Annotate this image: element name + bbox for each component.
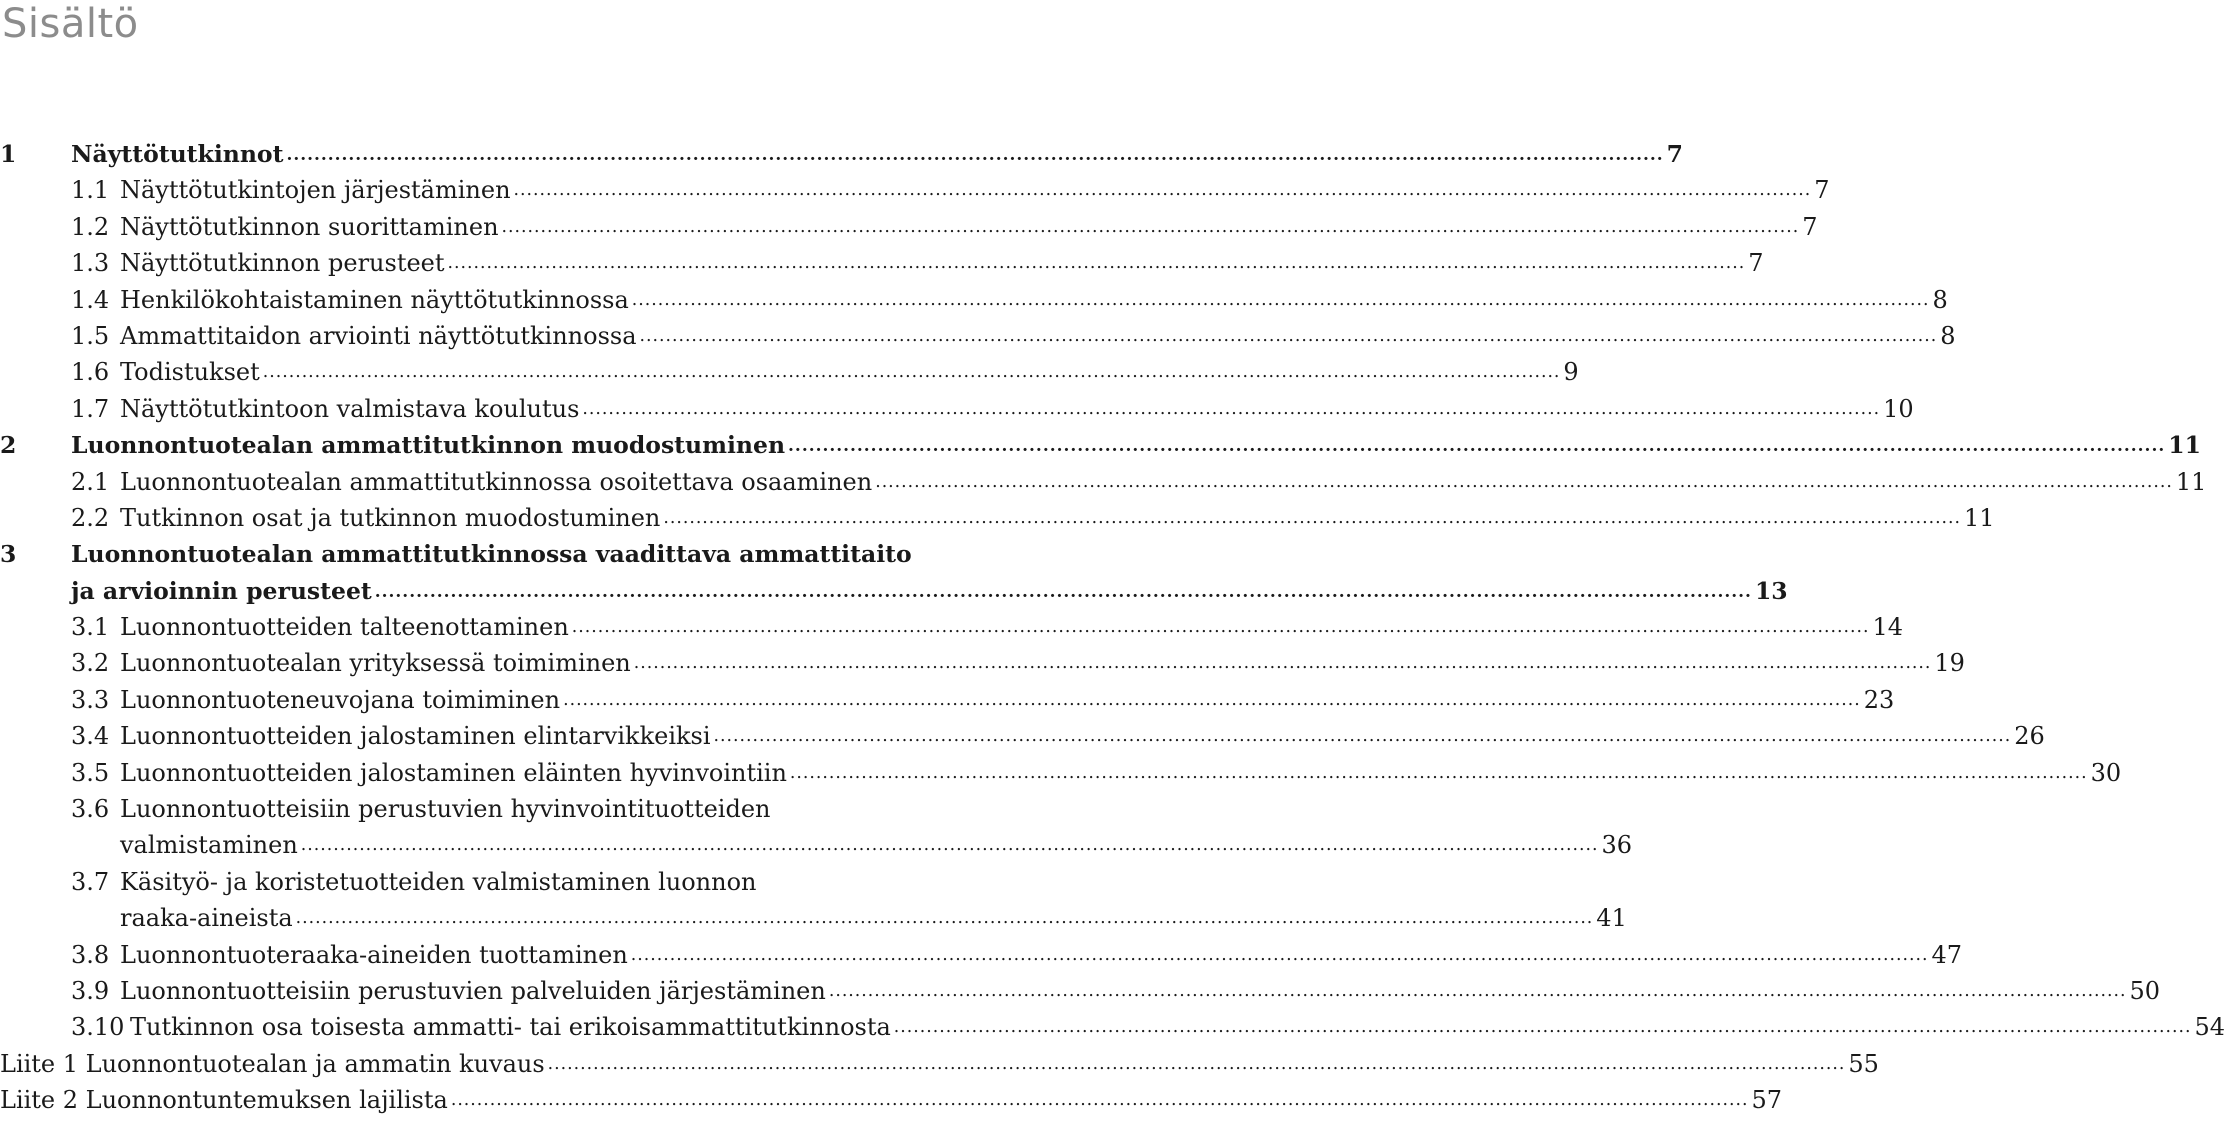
toc-entry[interactable] xyxy=(0,245,1764,281)
toc-entry-page: 9 xyxy=(1563,358,1579,387)
toc-entry-number: 3.5 xyxy=(71,758,110,787)
toc-entry-title: Luonnontuotealan yrityksessä toimiminen xyxy=(120,649,631,678)
toc-entry[interactable] xyxy=(0,973,2161,1009)
toc-entry-title: Luonnontuotteiden jalostaminen elintarvikkeiksi xyxy=(120,722,711,751)
dot-leader: ........................................................................................................................................................................................................ xyxy=(788,435,2166,456)
toc-entry-page: 26 xyxy=(2014,722,2045,751)
toc-entry[interactable] xyxy=(0,682,1895,718)
dot-leader: ........................................................................................................................................................................................................ xyxy=(450,1090,1749,1111)
toc-entry-title: Luonnontuoteneuvojana toimiminen xyxy=(120,685,561,714)
dot-leader: ........................................................................................................................................................................................................ xyxy=(447,253,1746,274)
toc-entry[interactable] xyxy=(0,536,960,572)
dot-leader: ........................................................................................................................................................................................................ xyxy=(663,507,1962,528)
toc-entry-title: Näyttötutkinnon perusteet xyxy=(120,249,445,278)
toc-entry-page: 10 xyxy=(1883,394,1914,423)
toc-entry-page: 11 xyxy=(1964,503,1995,532)
toc-entry-number: 1.4 xyxy=(71,285,110,314)
toc-entry[interactable] xyxy=(0,718,2045,754)
toc-entry[interactable] xyxy=(0,282,1948,318)
toc-entry-number: 1 xyxy=(0,140,17,168)
toc-entry-page: 41 xyxy=(1596,904,1627,933)
dot-leader: ........................................................................................................................................................................................................ xyxy=(713,726,2012,747)
toc-entry-number: 1.7 xyxy=(71,394,110,423)
toc-entry[interactable] xyxy=(0,354,1579,390)
toc-entry-number: 3.1 xyxy=(71,613,110,642)
toc-entry-title: Näyttötutkinnon suorittaminen xyxy=(120,212,499,241)
toc-entry-page: 47 xyxy=(1931,940,1962,969)
toc-entry[interactable] xyxy=(0,900,1627,936)
page-title: Sisältö xyxy=(2,1,139,47)
toc-entry-number: 1.3 xyxy=(71,249,110,278)
toc-entry[interactable] xyxy=(0,464,2207,500)
toc-entry-number: 3.6 xyxy=(71,795,110,824)
dot-leader: ........................................................................................................................................................................................................ xyxy=(630,944,1929,965)
toc-entry-page: 55 xyxy=(1848,1049,1879,1078)
toc-entry-title: Henkilökohtaistaminen näyttötutkinnossa xyxy=(120,285,629,314)
toc-entry-page: 14 xyxy=(1872,613,1903,642)
toc-entry[interactable] xyxy=(0,209,1818,245)
dot-leader: ........................................................................................................................................................................................................ xyxy=(295,908,1594,929)
toc-entry-page: 30 xyxy=(2090,758,2122,787)
toc-entry-page: 8 xyxy=(1940,321,1956,350)
table-of-contents xyxy=(0,136,2225,1119)
toc-entry-number: 1.1 xyxy=(71,176,110,205)
toc-entry-number: 3.4 xyxy=(71,722,110,751)
toc-entry-page: 11 xyxy=(2175,467,2207,496)
toc-entry[interactable] xyxy=(0,391,1914,427)
toc-entry-title: raaka-aineista xyxy=(120,904,293,933)
toc-entry-number: 3.3 xyxy=(71,685,110,714)
dot-leader: ........................................................................................................................................................................................................ xyxy=(501,216,1800,237)
toc-entry[interactable] xyxy=(0,136,1683,172)
toc-entry[interactable] xyxy=(0,1009,2225,1045)
dot-leader: ........................................................................................................................................................................................................ xyxy=(633,653,1932,674)
dot-leader: ........................................................................................................................................................................................................ xyxy=(893,1017,2192,1038)
toc-entry[interactable] xyxy=(0,1082,1783,1118)
toc-entry[interactable] xyxy=(0,500,1995,536)
toc-entry-number: 2.2 xyxy=(71,503,110,532)
dot-leader: ........................................................................................................................................................................................................ xyxy=(513,180,1812,201)
dot-leader: ........................................................................................................................................................................................................ xyxy=(789,762,2088,783)
toc-entry-title: Näyttötutkinnot xyxy=(71,140,284,168)
toc-entry-number: 3.2 xyxy=(71,649,110,678)
toc-entry-page: 19 xyxy=(1934,649,1965,678)
toc-entry[interactable] xyxy=(0,791,960,827)
toc-entry[interactable] xyxy=(0,609,1903,645)
toc-entry-page: 7 xyxy=(1748,249,1764,278)
dot-leader: ........................................................................................................................................................................................................ xyxy=(262,362,1561,383)
toc-entry-page: 50 xyxy=(2129,976,2161,1005)
toc-entry-title: Luonnontuoteraaka-aineiden tuottaminen xyxy=(120,940,628,969)
toc-entry-title: Tutkinnon osa toisesta ammatti- tai erikoisammattitutkinnosta xyxy=(130,1013,891,1042)
dot-leader: ........................................................................................................................................................................................................ xyxy=(631,289,1930,310)
toc-entry-number: 2 xyxy=(0,431,17,460)
toc-entry-title: Luonnontuotteiden talteenottaminen xyxy=(120,613,569,642)
toc-entry[interactable] xyxy=(0,1046,1879,1082)
toc-entry[interactable] xyxy=(0,645,1965,681)
dot-leader: ........................................................................................................................................................................................................ xyxy=(286,144,1664,164)
toc-entry-title: Luonnontuotealan ammattitutkinnossa vaadittava ammattitaito xyxy=(71,540,912,569)
toc-entry-number: 3.10 xyxy=(71,1013,125,1042)
toc-entry-number: 2.1 xyxy=(71,467,110,496)
toc-entry[interactable] xyxy=(0,172,1830,208)
toc-entry-title: Liite 2 Luonnontuntemuksen lajilista xyxy=(0,1086,448,1115)
toc-entry-title: Luonnontuotteiden jalostaminen eläinten hyvinvointiin xyxy=(120,758,787,787)
dot-leader: ........................................................................................................................................................................................................ xyxy=(300,835,1599,856)
toc-entry-title: Luonnontuotealan ammattitutkinnossa osoitettava osaaminen xyxy=(120,467,873,496)
toc-entry-page: 13 xyxy=(1754,576,1788,605)
dot-leader: ........................................................................................................................................................................................................ xyxy=(547,1053,1846,1074)
toc-entry-title: Ammattitaidon arviointi näyttötutkinnossa xyxy=(120,321,637,350)
toc-entry-page: 11 xyxy=(2168,431,2201,460)
toc-entry-title: Todistukset xyxy=(120,358,260,387)
toc-entry-number: 1.5 xyxy=(71,321,110,350)
toc-entry-page: 7 xyxy=(1666,140,1683,168)
dot-leader: ........................................................................................................................................................................................................ xyxy=(563,689,1861,710)
toc-entry-number: 1.6 xyxy=(71,358,110,387)
toc-entry-page: 7 xyxy=(1802,212,1818,241)
toc-entry-title: Liite 1 Luonnontuotealan ja ammatin kuvaus xyxy=(0,1049,545,1078)
toc-entry-number: 3.9 xyxy=(71,976,110,1005)
toc-entry-page: 57 xyxy=(1751,1086,1783,1115)
toc-entry-title: Luonnontuotteisiin perustuvien palveluiden järjestäminen xyxy=(120,976,826,1005)
toc-entry-number: 3 xyxy=(0,540,17,569)
toc-entry-page: 36 xyxy=(1601,831,1632,860)
toc-entry-title: Luonnontuotteisiin perustuvien hyvinvointituotteiden xyxy=(120,795,771,824)
toc-entry-title: Luonnontuotealan ammattitutkinnon muodostuminen xyxy=(71,431,786,460)
toc-entry-title: ja arvioinnin perusteet xyxy=(71,576,372,605)
dot-leader: ........................................................................................................................................................................................................ xyxy=(875,471,2173,492)
toc-entry-number: 3.7 xyxy=(71,867,110,896)
toc-entry-title: valmistaminen xyxy=(120,831,298,860)
dot-leader: ........................................................................................................................................................................................................ xyxy=(582,398,1881,419)
toc-entry[interactable] xyxy=(0,427,2201,463)
toc-entry-page: 54 xyxy=(2194,1013,2225,1042)
toc-entry-title: Tutkinnon osat ja tutkinnon muodostuminen xyxy=(120,503,661,532)
toc-entry[interactable] xyxy=(0,318,1956,354)
toc-entry[interactable] xyxy=(0,827,1632,863)
dot-leader: ........................................................................................................................................................................................................ xyxy=(639,325,1938,346)
toc-entry-title: Näyttötutkintoon valmistava koulutus xyxy=(120,394,580,423)
dot-leader: ........................................................................................................................................................................................................ xyxy=(571,617,1870,638)
toc-entry-page: 7 xyxy=(1814,176,1830,205)
toc-entry-title: Näyttötutkintojen järjestäminen xyxy=(120,176,511,205)
toc-entry-title: Käsityö- ja koristetuotteiden valmistaminen luonnon xyxy=(120,867,757,896)
toc-entry-number: 3.8 xyxy=(71,940,110,969)
toc-entry-page: 23 xyxy=(1863,685,1895,714)
dot-leader: ........................................................................................................................................................................................................ xyxy=(374,580,1752,601)
toc-entry[interactable] xyxy=(0,937,1962,973)
toc-entry[interactable] xyxy=(0,755,2122,791)
toc-entry[interactable] xyxy=(0,864,960,900)
dot-leader: ........................................................................................................................................................................................................ xyxy=(828,980,2127,1001)
toc-entry-number: 1.2 xyxy=(71,212,110,241)
toc-entry-page: 8 xyxy=(1932,285,1948,314)
toc-entry[interactable] xyxy=(0,573,1788,609)
